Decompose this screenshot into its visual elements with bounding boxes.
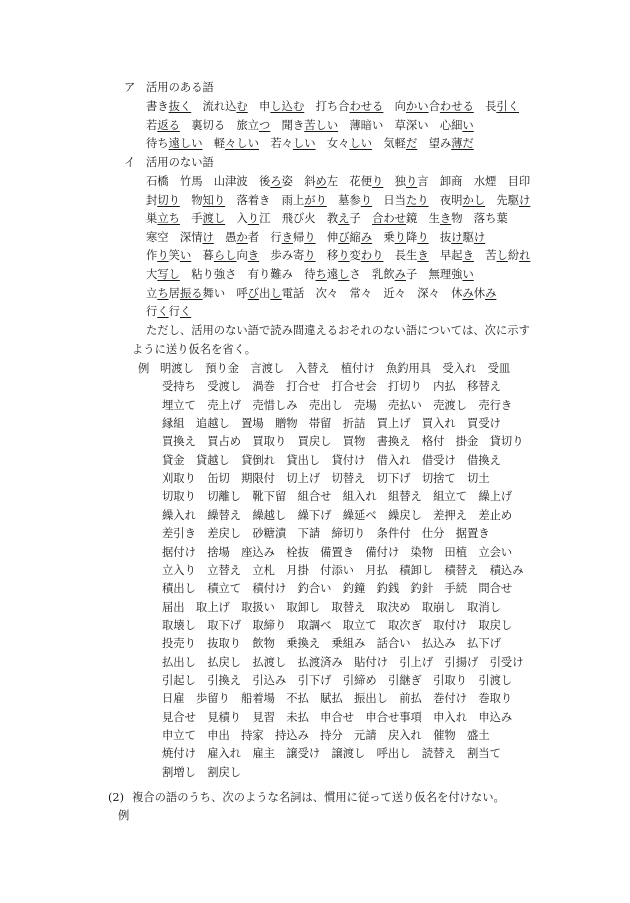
text-segment: 移 (315, 249, 339, 263)
okurigana-underlined: け (451, 230, 463, 244)
okurigana-underlined: らし (213, 249, 237, 263)
text-segment: 舞い 呼 (202, 286, 248, 300)
example-line: 届出 取上げ 取扱い 取卸し 取替え 取決め 取崩し 取消し (162, 600, 501, 614)
okurigana-underlined: び (247, 286, 260, 300)
example-line: 取壊し 取下げ 取締り 取調べ 取立て 取次ぎ 取付け 取戻し (162, 618, 513, 632)
example-line: 申立て 申出 持家 持込み 持分 元請 戻入れ 催物 盛土 (162, 729, 490, 742)
text-segment: 待ち (146, 137, 169, 151)
text-segment: 望み (417, 137, 452, 151)
example-line: 割増し 割戻し (162, 765, 242, 779)
okurigana-underlined: 写し (157, 268, 180, 281)
section-i-title: 活用のない語 (146, 156, 214, 169)
okurigana-underlined: け (473, 230, 486, 244)
text-segment: 姿 斜 (281, 175, 316, 188)
text-segment: 歩み寄 (259, 249, 305, 263)
okurigana-underlined: たり (405, 193, 429, 207)
text-segment: 若 (146, 118, 158, 132)
okurigana-underlined: しい (349, 137, 373, 151)
okurigana-underlined: い (179, 249, 192, 263)
okurigana-underlined: け (202, 230, 214, 244)
example-line: 切取り 切離し 靴下留 組合せ 組入れ 組替え 組立て 繰上げ (162, 490, 513, 504)
okurigana-underlined: く (157, 305, 169, 319)
text-segment: 電話 次々 常々 近々 深々 休 (281, 286, 463, 300)
okurigana-underlined: 薄だ (451, 137, 474, 151)
okurigana-underlined: む (236, 100, 248, 113)
example-line: 引起し 引換え 引込み 引下げ 引締め 引継ぎ 引取り 引渡し (162, 673, 513, 687)
okurigana-underlined: 渡し (202, 212, 226, 226)
okurigana-underlined: がり (304, 193, 327, 207)
text-segment: 子 無理強 (405, 268, 463, 281)
text-segment: 大 (146, 268, 158, 281)
text-segment: 合 (428, 100, 440, 113)
section-a-title: 活用のある語 (146, 81, 214, 94)
text-segment: 出 (259, 286, 271, 300)
text-segment: 居 (168, 286, 180, 300)
text-segment: 独 (383, 175, 406, 188)
text-segment: 左 花便 (326, 175, 373, 188)
text-segment: 帰 (292, 230, 305, 244)
text-segment: 言 卸商 水煙 目印 (417, 175, 531, 188)
okurigana-underlined: び (338, 230, 350, 244)
text-segment: 手 (179, 212, 203, 226)
okurigana-underlined: き (462, 249, 474, 263)
example-line: 貸金 貸越し 貸倒れ 貸出し 貸付け 借入れ 借受け 借換え (162, 453, 501, 467)
text-segment: 笑 (168, 249, 180, 263)
okurigana-underlined: わり (360, 249, 384, 263)
tadashi-line-1: ただし、活用のない語で読み間違えるおそれのない語については、次に示す (146, 324, 530, 337)
okurigana-underlined: き (247, 249, 260, 263)
text-segment: 向 (236, 249, 248, 263)
section-i-line (146, 175, 530, 189)
text-segment: 者 行 (247, 230, 282, 244)
text-segment: 流れ込 (191, 100, 237, 113)
example-line: 埋立て 売上げ 売惜しみ 売出し 売場 売払い 売渡し 売行き (162, 398, 513, 412)
okurigana-underlined: し込む (270, 100, 305, 113)
text-segment: 江 飛び火 教 (259, 212, 339, 226)
okurigana-underlined: わせる (439, 100, 474, 113)
okurigana-underlined: し (496, 249, 508, 263)
section-i-line (146, 231, 485, 245)
okurigana-underlined: かい (405, 100, 429, 113)
okurigana-underlined: み (462, 286, 474, 300)
text-segment: 石橋 竹馬 山津波 後 (146, 175, 271, 188)
text-segment: 長生 (383, 249, 418, 263)
example-line: 見合せ 見積り 見習 未払 申合せ 申合せ事項 申入れ 申込み (162, 710, 513, 724)
okurigana-underlined: 抜く (168, 100, 192, 113)
text-segment: 若々 (259, 137, 293, 151)
okurigana-underlined: 合わせ (372, 212, 406, 226)
text-segment: 粘り強さ 有り難み 待 (179, 268, 316, 281)
example-line: 積出し 積立て 積付け 釣合い 釣鐘 釣銭 釣針 手続 問合せ (162, 582, 513, 596)
tadashi-line-2: ように送り仮名を省く。 (132, 343, 257, 356)
okurigana-underlined: だ (405, 137, 418, 151)
okurigana-underlined: え (338, 212, 350, 226)
section-2-number: (2) (108, 791, 125, 804)
text-segment: 打ち合 (304, 100, 350, 113)
text-segment: 苦 (473, 249, 497, 263)
okurigana-underlined: り (417, 230, 429, 244)
text-segment: 暮 (191, 249, 214, 263)
okurigana-underlined: り (338, 249, 350, 263)
text-segment: さ 乳飲 (349, 268, 395, 281)
example-line: 受持ち 受渡し 渦巻 打合せ 打合せ会 打切り 内払 移替え (162, 380, 501, 394)
text-segment: 向 (383, 100, 406, 113)
okurigana-underlined: り (304, 230, 316, 244)
okurigana-underlined: か (236, 230, 248, 244)
okurigana-underlined: わせる (349, 100, 384, 113)
okurigana-underlined: け (519, 193, 531, 207)
text-segment: 遠 (326, 268, 339, 281)
example-line: 払出し 払戻し 払渡し 払渡済み 貼付け 引上げ 引揚げ 引受け (162, 655, 524, 669)
example-line: 立入り 立替え 立札 月掛 付添い 月払 積卸し 積替え 積込み (162, 563, 524, 577)
okurigana-underlined: 々しい (225, 137, 260, 151)
text-segment: 立 (146, 286, 158, 300)
okurigana-underlined: り (405, 175, 418, 188)
okurigana-underlined: 切り (157, 193, 180, 207)
okurigana-underlined: 振る (179, 286, 203, 300)
okurigana-underlined: 引く (496, 100, 520, 113)
okurigana-underlined: しい (292, 137, 316, 151)
section-i-line (146, 268, 474, 282)
section-i-line (146, 305, 191, 319)
okurigana-underlined: り (247, 212, 260, 226)
okurigana-underlined: り (360, 193, 373, 207)
okurigana-underlined: り (157, 249, 169, 263)
okurigana-underlined: き (281, 230, 293, 244)
text-segment: 封 (146, 193, 158, 207)
okurigana-underlined: つ (259, 118, 271, 132)
example-line: 焼付け 雇入れ 雇主 譲受け 譲渡し 呼出し 読替え 割当て (162, 747, 501, 761)
okurigana-underlined: ち (315, 268, 327, 281)
text-segment: 物 (179, 193, 203, 207)
example-line: 投売り 抜取り 飲物 乗換え 乗組み 話合い 払込み 払下げ (162, 637, 501, 651)
example-label: 例 (138, 362, 150, 375)
okurigana-underlined: ろ (270, 175, 282, 188)
okurigana-underlined: き (439, 212, 452, 226)
section-2-text: 複合の語のうち、次のような名詞は、慣用に従って送り仮名を付けない。 (132, 791, 505, 804)
text-segment: 聞き (270, 118, 305, 132)
section-i-line (146, 287, 496, 301)
text-segment: 子 (349, 212, 373, 226)
text-segment: 抜 (428, 230, 452, 244)
text-segment: 女々 (315, 137, 350, 151)
section-a-line (146, 100, 519, 114)
text-segment: 日当 (372, 193, 406, 207)
text-segment: 降 (406, 230, 418, 244)
okurigana-underlined: かし (462, 193, 486, 207)
okurigana-underlined: い (462, 118, 474, 132)
text-segment: 巣 (146, 212, 158, 226)
text-segment: 行 (168, 305, 180, 319)
text-segment: 薄暗い 草深い 心細 (338, 118, 463, 132)
text-segment: 書き (146, 100, 169, 113)
text-segment: 休 (473, 286, 486, 300)
text-segment: 寒空 深情 (146, 230, 203, 244)
text-segment: 駆 (462, 230, 474, 244)
okurigana-underlined: し (270, 286, 282, 300)
text-segment: 縮 (349, 230, 361, 244)
section-i-marker: イ (124, 156, 136, 169)
okurigana-underlined: み (360, 230, 373, 244)
okurigana-underlined: み (485, 286, 497, 300)
text-segment: 愚 (213, 230, 237, 244)
okurigana-underlined: 立ち (157, 212, 180, 226)
example-line: 差引き 差戻し 砂糖漬 下請 締切り 条件付 仕分 据置き (162, 527, 490, 541)
text-segment: 入 (225, 212, 248, 226)
text-segment: 行 (146, 305, 158, 319)
text-segment: 軽 (202, 137, 226, 151)
okurigana-underlined: み (394, 268, 406, 281)
section-i-line (146, 249, 530, 263)
example-line: 日雇 歩留り 船着場 不払 賦払 振出し 前払 巻付け 巻取り (162, 692, 513, 706)
text-segment: 変 (349, 249, 361, 263)
okurigana-underlined: め (315, 175, 327, 188)
okurigana-underlined: き (417, 249, 429, 263)
example-line: 刈取り 缶切 期限付 切上げ 切替え 切下げ 切捨て 切土 (162, 472, 490, 486)
section-i-line (146, 212, 508, 226)
example-line: 買換え 買占め 買取り 買戻し 買物 書換え 格付 掛金 貸切り (162, 435, 524, 449)
okurigana-underlined: 苦しい (304, 118, 339, 132)
okurigana-underlined: い (462, 268, 474, 281)
example-line: 繰入れ 繰替え 繰越し 繰下げ 繰延べ 繰戻し 差押え 差止め (162, 508, 513, 522)
text-segment: 作 (146, 249, 158, 263)
okurigana-underlined: 返る (157, 118, 180, 132)
section-a-marker: ア (124, 81, 136, 94)
text-segment: 伸 (315, 230, 339, 244)
text-segment: 紛 (507, 249, 520, 263)
text-segment: 早起 (428, 249, 463, 263)
okurigana-underlined: り (372, 175, 384, 188)
text-segment: 墓参 (326, 193, 361, 207)
section-a-line (146, 119, 474, 133)
example-line: 縁組 追越し 置場 贈物 帯留 折詰 買上げ 買入れ 買受け (162, 417, 501, 431)
okurigana-underlined: 遠しい (168, 137, 203, 151)
section-2-example-label: 例 (118, 809, 130, 822)
text-segment: 申 (247, 100, 271, 113)
okurigana-underlined: く (179, 305, 192, 319)
example-line: 据付け 捨場 座込み 栓抜 備置き 備付け 染物 田植 立会い (162, 545, 513, 559)
text-segment: 夜明 (428, 193, 463, 207)
text-segment: 物 落ち葉 (451, 212, 508, 226)
okurigana-underlined: れ (519, 249, 531, 263)
text-segment: 長 (473, 100, 497, 113)
text-segment: 落着き 雨上 (225, 193, 305, 207)
text-segment: 乗 (372, 230, 395, 244)
example-line: 明渡し 預り金 言渡し 入替え 植付け 魚釣用具 受入れ 受皿 (160, 362, 511, 375)
text-segment: 裏切る 旅立 (179, 118, 260, 132)
okurigana-underlined: し (338, 268, 350, 281)
section-i-line (146, 194, 530, 208)
section-a-line (146, 137, 474, 151)
okurigana-underlined: 知り (202, 193, 226, 207)
text-segment: 鏡 生 (405, 212, 440, 226)
okurigana-underlined: ち (157, 286, 169, 300)
okurigana-underlined: り (304, 249, 316, 263)
okurigana-underlined: り (394, 230, 407, 244)
text-segment: 気軽 (372, 137, 406, 151)
text-segment: 先駆 (485, 193, 519, 207)
